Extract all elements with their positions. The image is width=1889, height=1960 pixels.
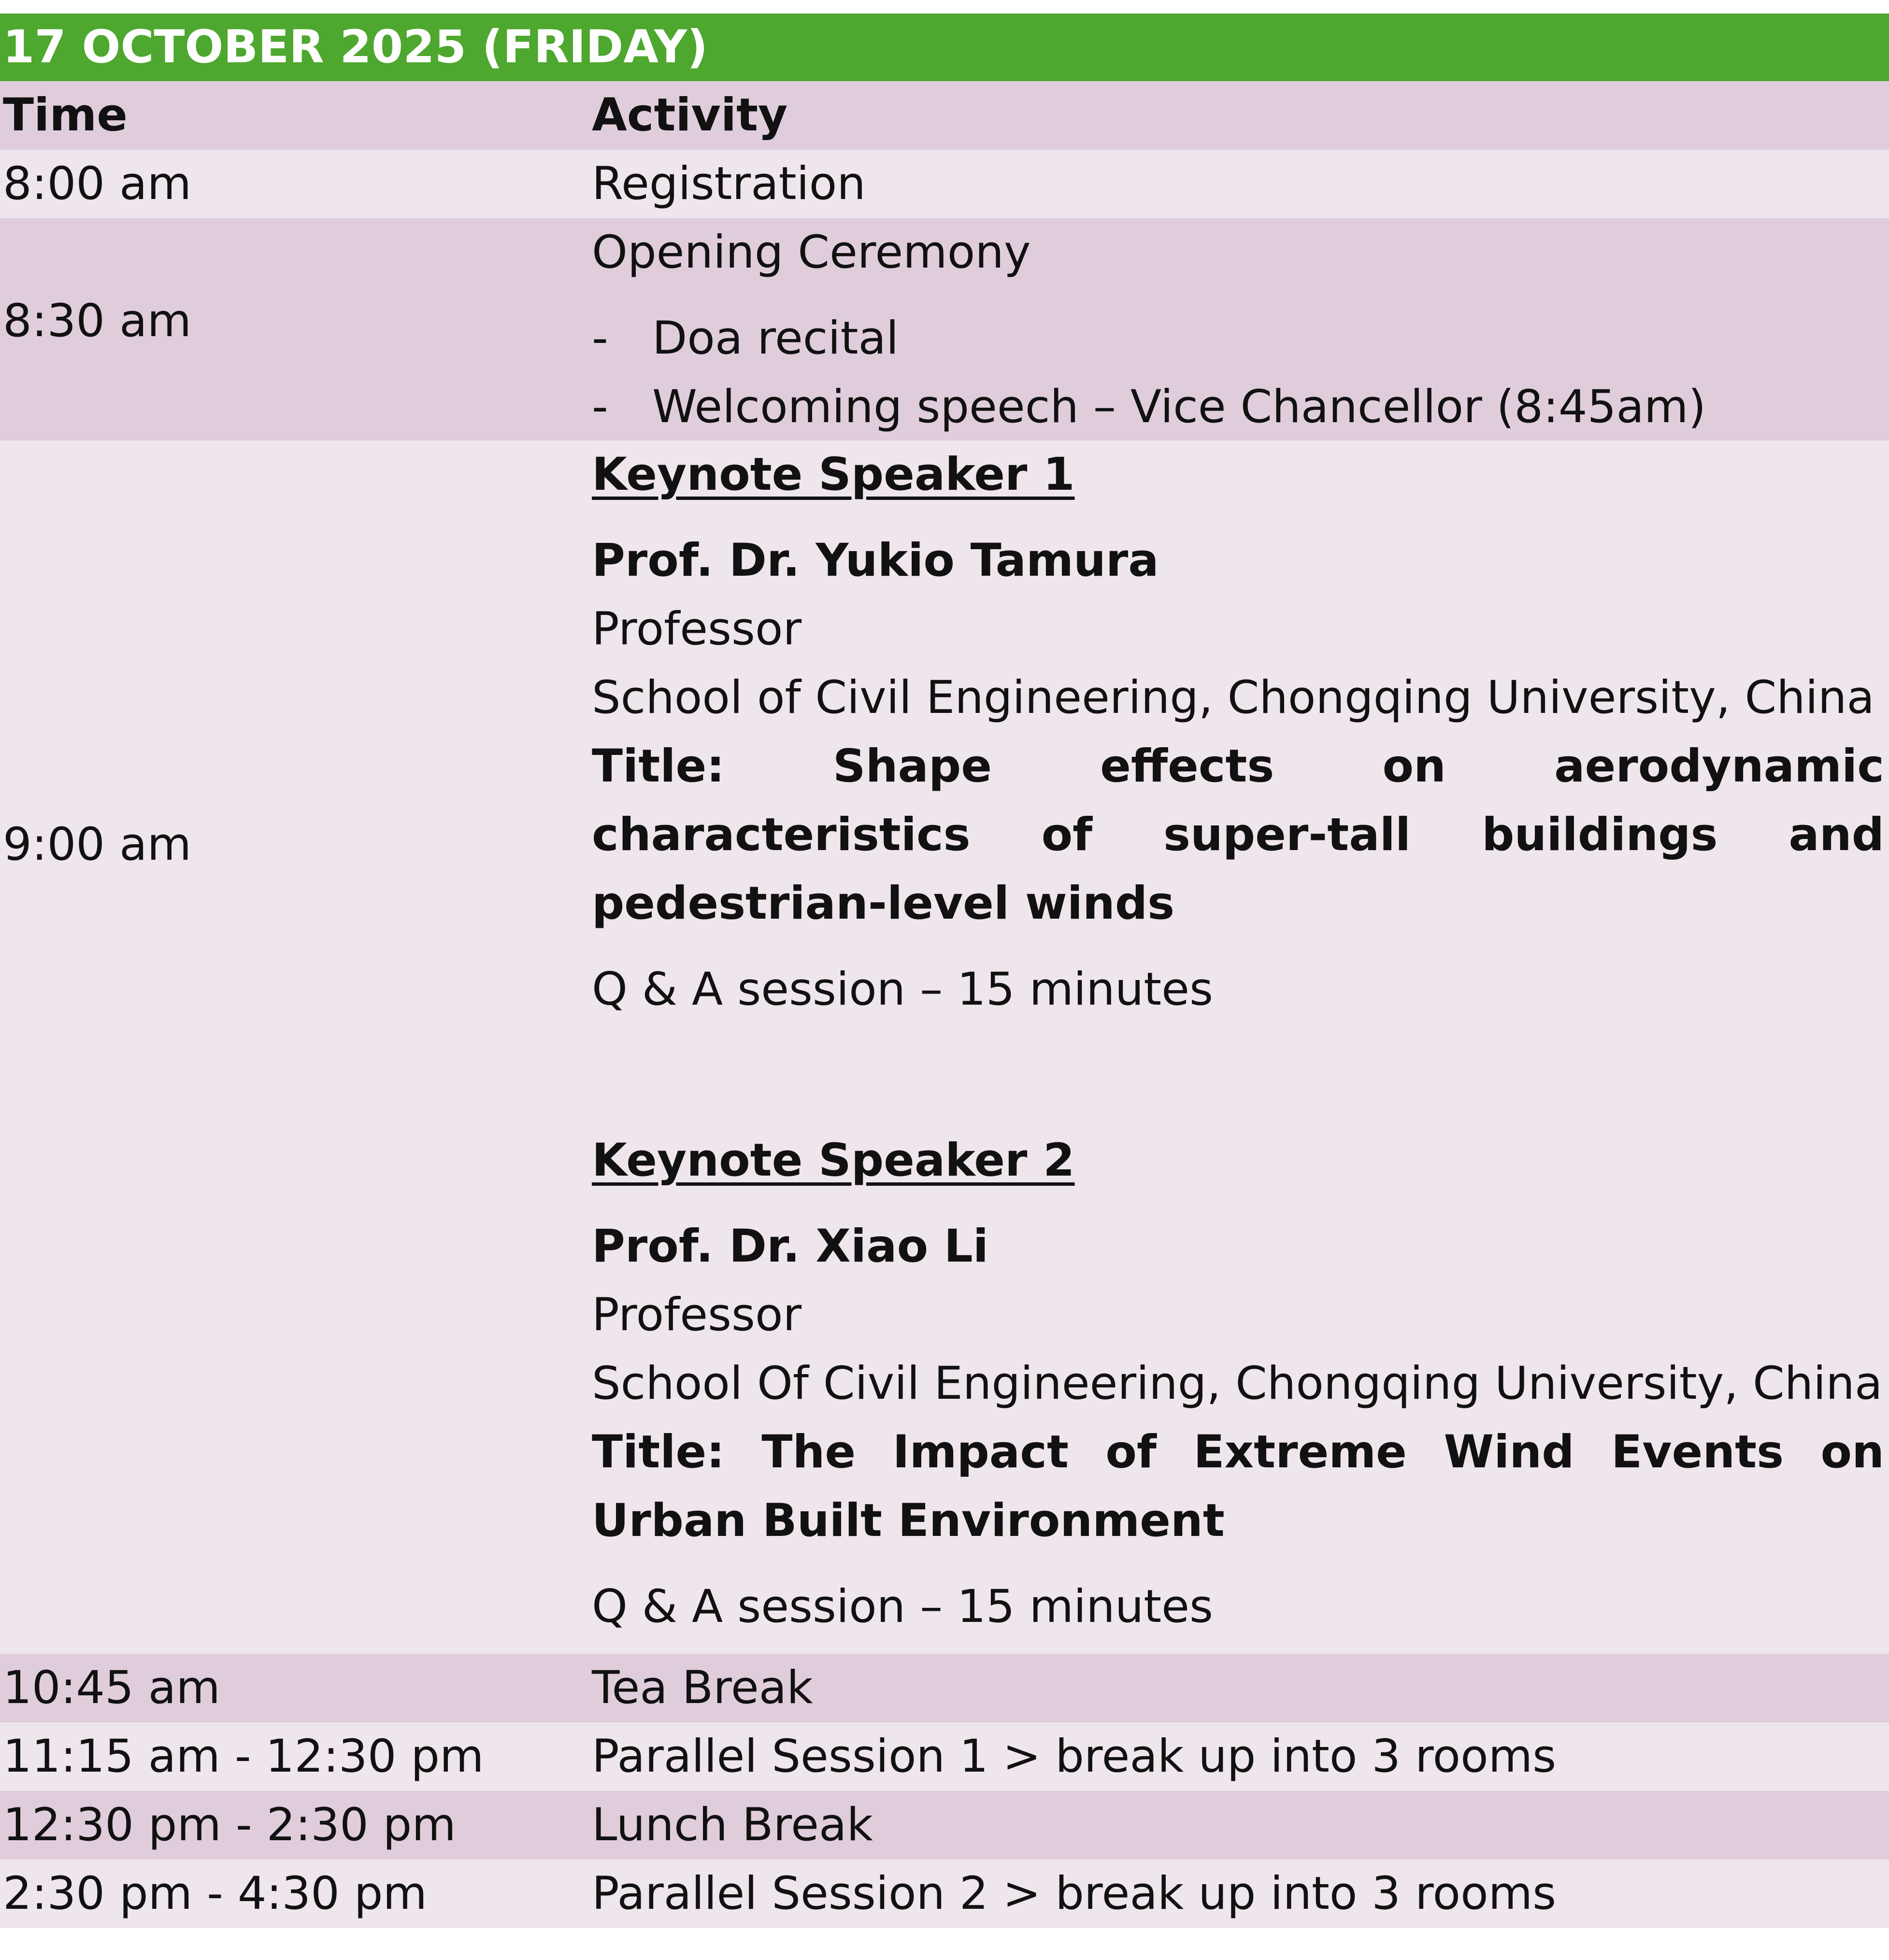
time-cell: 8:30 am: [3, 295, 192, 347]
time-cell: 10:45 am: [3, 1662, 220, 1714]
time-cell: 12:30 pm - 2:30 pm: [3, 1799, 456, 1851]
activity-cell: [592, 440, 1887, 1641]
schedule-row-parallel-session-1: [0, 1722, 1889, 1791]
schedule-row-keynotes: [0, 440, 1889, 1654]
keynote-heading: Keynote Speaker 2: [592, 1134, 1075, 1187]
speaker-position: Professor: [592, 1289, 802, 1341]
time-cell: 8:00 am: [3, 157, 192, 210]
schedule-row-opening: [0, 218, 1889, 440]
activity-cell: Parallel Session 1 > break up into 3 rooms: [592, 1730, 1557, 1783]
speaker-name: Prof. Dr. Yukio Tamura: [592, 534, 1159, 587]
time-cell: 9:00 am: [3, 818, 192, 871]
bullet-text: Welcoming speech – Vice Chancellor (8:45am): [652, 381, 1706, 433]
schedule-row-tea-break: [0, 1654, 1889, 1722]
time-cell: 2:30 pm - 4:30 pm: [3, 1867, 428, 1920]
time-column-header: Time: [3, 89, 128, 142]
talk-title: Title: Shape effects on aerodynamic characteristics of super-tall buildings and pedestrian-level winds: [592, 740, 1884, 930]
date-banner: 17 OCTOBER 2025 (FRIDAY): [0, 14, 1889, 81]
activity-cell: Parallel Session 2 > break up into 3 rooms: [592, 1867, 1557, 1920]
speaker-affiliation: School Of Civil Engineering, Chongqing University, China: [592, 1357, 1883, 1410]
qa-session: Q & A session – 15 minutes: [592, 963, 1213, 1016]
speaker-affiliation: School of Civil Engineering, Chongqing University, China: [592, 671, 1875, 724]
keynote-heading: Keynote Speaker 1: [592, 448, 1075, 501]
speaker-position: Professor: [592, 603, 802, 655]
activity-cell: Tea Break: [592, 1662, 813, 1714]
bullet-item: [592, 373, 1887, 441]
schedule-row-parallel-session-2: [0, 1860, 1889, 1928]
bullet-text: Doa recital: [652, 312, 899, 365]
bullet-item: [592, 304, 1887, 373]
activity-cell: Registration: [592, 157, 866, 210]
bullet-dash: -: [592, 381, 608, 433]
activity-column-header: Activity: [592, 89, 788, 142]
schedule-row-lunch-break: [0, 1791, 1889, 1860]
talk-title: Title: The Impact of Extreme Wind Events on Urban Built Environment: [592, 1426, 1884, 1547]
schedule-table: [0, 14, 1889, 1928]
activity-cell: [592, 218, 1887, 441]
opening-ceremony-title: Opening Ceremony: [592, 226, 1031, 279]
activity-cell: Lunch Break: [592, 1799, 873, 1851]
qa-session: Q & A session – 15 minutes: [592, 1580, 1213, 1633]
header-row: [0, 81, 1889, 150]
speaker-name: Prof. Dr. Xiao Li: [592, 1220, 988, 1273]
schedule-row-registration: [0, 150, 1889, 218]
bullet-dash: -: [592, 312, 608, 365]
time-cell: 11:15 am - 12:30 pm: [3, 1730, 484, 1783]
